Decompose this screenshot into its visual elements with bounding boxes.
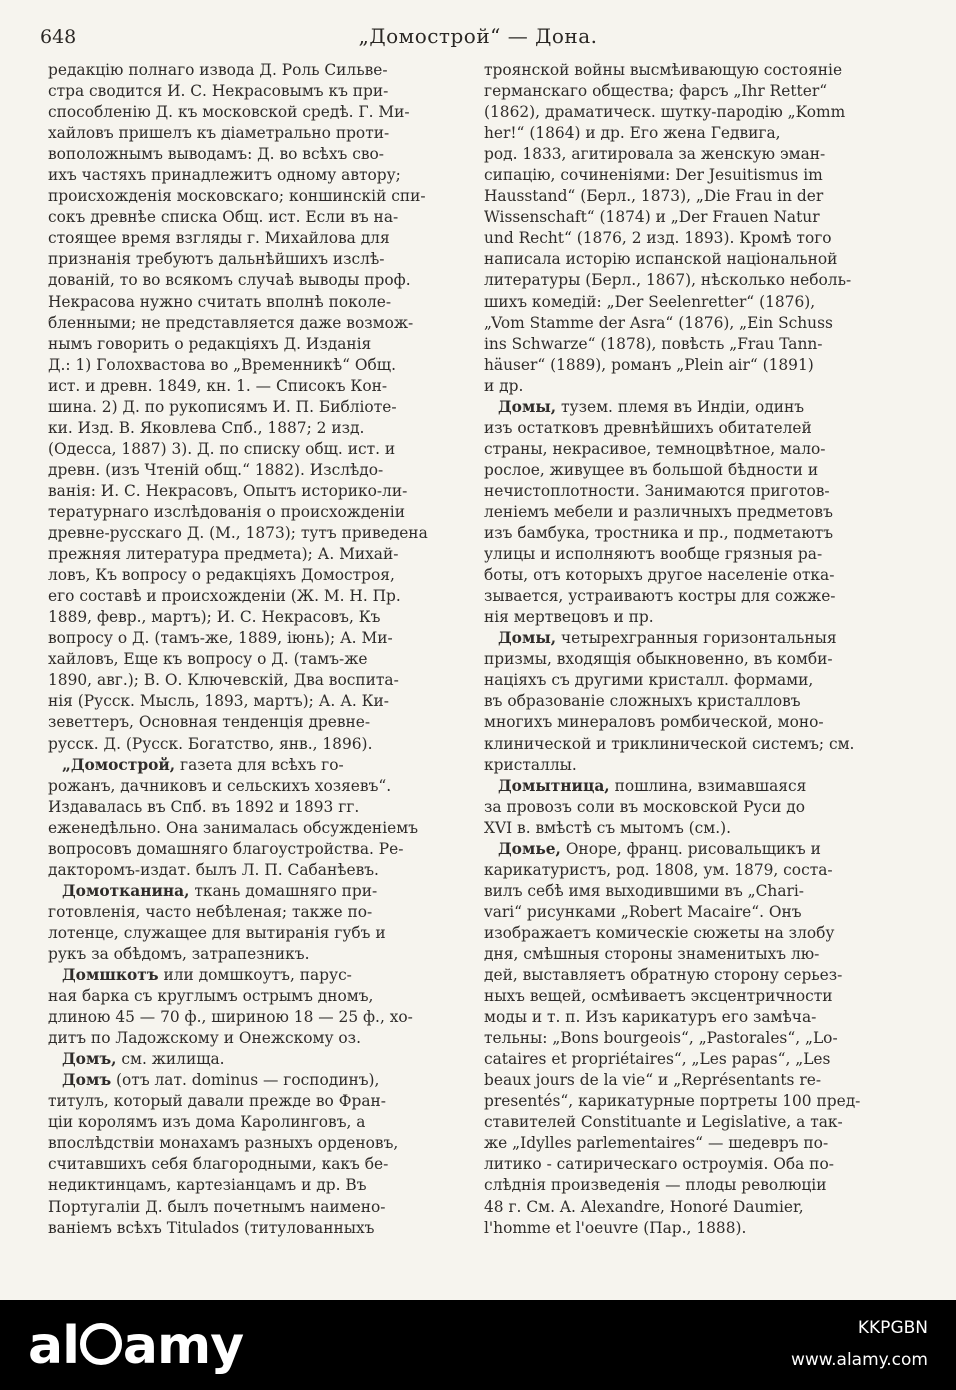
entry-headword: „Домострой,	[62, 755, 176, 774]
line-text: Оноре, франц. рисовальщикъ и	[560, 839, 821, 858]
text-line	[48, 1070, 472, 1091]
line-text: häuser“ (1889), романъ „Plein air“ (1891)	[484, 355, 814, 374]
line-text: же „Idylles parlementaires“ — шедевръ по-	[484, 1134, 829, 1153]
text-line	[48, 544, 472, 565]
line-text: Издавалась въ Спб. въ 1892 и 1893 гг.	[48, 797, 360, 816]
line-text: сокъ древнѣе списка Общ. ист. Если въ на-	[48, 208, 399, 227]
text-line	[484, 965, 914, 986]
line-text: ціи королямъ изъ дома Каролинговъ, а	[48, 1113, 366, 1132]
entry-headword: Домъ,	[62, 1050, 117, 1069]
text-line	[484, 1028, 914, 1049]
line-text: изображаетъ комическіе сюжеты на злобу	[484, 923, 835, 942]
text-line	[48, 712, 472, 733]
text-line	[484, 1197, 914, 1218]
line-text: моды и т. п. Изъ карикатуръ его замѣча-	[484, 1008, 817, 1027]
text-line	[484, 649, 914, 670]
line-text: написала исторію испанской національной	[484, 250, 838, 269]
line-text: рослое, живущее въ большой бѣдности и	[484, 460, 819, 479]
line-text: 48 г. См. A. Alexandre, Honoré Daumier,	[484, 1197, 804, 1216]
line-text: рожанъ, дачниковъ и сельскихъ хозяевъ“.	[48, 776, 392, 795]
line-text: ист. и древн. 1849, кн. 1. — Списокъ Кон-	[48, 376, 388, 395]
text-line	[484, 249, 914, 270]
text-line	[484, 1007, 914, 1028]
line-text: изъ бамбука, тростника и пр., подметаютъ	[484, 524, 834, 543]
line-text: рукъ за обѣдомъ, затрапезникъ.	[48, 944, 310, 963]
line-text: леніемъ мебели и различныхъ предметовъ	[484, 502, 833, 521]
text-line	[48, 270, 472, 291]
line-text: cataires et propriétaires“, „Les papas“, „Les	[484, 1050, 831, 1069]
right-text-column	[484, 60, 914, 1240]
line-text: недиктинцамъ, картезіанцамъ и др. Въ	[48, 1176, 367, 1195]
text-line	[48, 1175, 472, 1196]
text-line	[48, 102, 472, 123]
line-text: her!“ (1864) и др. Его жена Гедвига,	[484, 124, 781, 143]
text-line	[48, 1091, 472, 1112]
line-text: дакторомъ-издат. былъ Л. П. Сабанѣевъ.	[48, 860, 379, 879]
text-line	[48, 755, 472, 776]
text-line	[484, 839, 914, 860]
line-text: еженедѣльно. Она занималась обсужденіемъ	[48, 818, 418, 837]
text-line	[48, 607, 472, 628]
text-line	[484, 334, 914, 355]
text-line	[48, 649, 472, 670]
text-line	[48, 565, 472, 586]
line-text: литературы (Берл., 1867), нѣсколько неболь-	[484, 271, 852, 290]
text-line	[484, 1070, 914, 1091]
text-line	[48, 397, 472, 418]
text-line	[484, 1175, 914, 1196]
line-text: признанія требуютъ дальнѣйшихъ изслѣ-	[48, 250, 385, 269]
line-text: длиною 45 — 70 ф., шириною 18 — 25 ф., хо-	[48, 1008, 413, 1027]
text-line	[48, 1197, 472, 1218]
image-code: KKPGBN	[857, 1318, 928, 1338]
line-text: дитъ по Ладожскому и Онежскому оз.	[48, 1029, 361, 1048]
line-text: хайловъ, Еще къ вопросу о Д. (тамъ-же	[48, 650, 368, 669]
alamy-logo: al amy	[28, 1316, 244, 1376]
text-line	[484, 439, 914, 460]
line-text: впослѣдствіи монахамъ разныхъ орденовъ,	[48, 1134, 399, 1153]
entry-headword: Домотканина,	[62, 881, 190, 900]
line-text: считавшихъ себя благородными, какъ бе-	[48, 1155, 389, 1174]
line-text: германскаго общества; фарсъ „Ihr Retter“	[484, 82, 828, 101]
text-line	[484, 123, 914, 144]
text-line	[48, 292, 472, 313]
text-line	[48, 123, 472, 144]
line-text: l'homme et l'oeuvre (Пар., 1888).	[484, 1218, 747, 1237]
line-text: ныхъ вещей, осмѣиваетъ эксцентричности	[484, 987, 833, 1006]
text-line	[48, 1133, 472, 1154]
text-line	[48, 965, 472, 986]
line-text: XVI в. вмѣстѣ съ мытомъ (см.).	[484, 818, 732, 837]
text-line	[48, 1218, 472, 1239]
line-text: ловъ, Къ вопросу о редакціяхъ Домостроя,	[48, 566, 395, 585]
text-line	[484, 902, 914, 923]
line-text: вопросовъ домашняго благоустройства. Ре-	[48, 839, 404, 858]
text-line	[484, 228, 914, 249]
text-line	[48, 502, 472, 523]
line-text: ваніемъ всѣхъ Titulados (титулованныхъ	[48, 1218, 375, 1237]
text-line	[48, 776, 472, 797]
text-line	[48, 670, 472, 691]
text-line	[48, 1239, 472, 1240]
text-line	[48, 334, 472, 355]
line-text: (Одесса, 1887) 3). Д. по списку общ. ист. и	[48, 439, 396, 458]
text-line	[484, 1239, 914, 1240]
text-line	[484, 565, 914, 586]
text-line	[484, 797, 914, 818]
text-line	[48, 144, 472, 165]
line-text: Д.: 1) Голохвастова во „Временникѣ“ Общ.	[48, 355, 396, 374]
line-text: литико - сатирическаго остроумія. Оба по-	[484, 1155, 834, 1174]
line-text: (1862), драматическ. шутку-пародію „Komm	[484, 103, 846, 122]
text-line	[48, 628, 472, 649]
text-line	[484, 397, 914, 418]
line-text: тузем. племя въ Индіи, одинъ	[556, 397, 805, 416]
line-text: шина. 2) Д. по рукописямъ И. П. Библіоте-	[48, 397, 397, 416]
entry-headword: Домшкотъ	[62, 966, 159, 985]
text-line	[48, 313, 472, 334]
text-line	[48, 1112, 472, 1133]
text-line	[48, 986, 472, 1007]
entry-headword: Домы,	[498, 629, 557, 648]
text-line	[484, 1154, 914, 1175]
text-line	[484, 607, 914, 628]
text-line	[484, 670, 914, 691]
text-line	[48, 81, 472, 102]
text-line	[48, 1154, 472, 1175]
text-line	[48, 586, 472, 607]
line-text: 1889, февр., мартъ); И. С. Некрасовъ, Къ	[48, 608, 381, 627]
line-text: многихъ минераловъ ромбической, моно-	[484, 713, 824, 732]
text-line	[484, 165, 914, 186]
line-text: зывается, устраиваютъ костры для сожже-	[484, 587, 836, 606]
entry-headword: Домъ	[62, 1071, 112, 1090]
line-text: сипацію, сочиненіями: Der Jesuitismus im	[484, 166, 823, 185]
text-line	[484, 60, 914, 81]
line-text: зеветтеръ, Основная тенденція древне-	[48, 713, 371, 732]
page-header	[40, 20, 916, 54]
line-text: лотенце, служащее для вытиранія губъ и	[48, 923, 386, 942]
text-line	[484, 1112, 914, 1133]
line-text: готовленія, часто небѣленая; также по-	[48, 902, 373, 921]
line-text: способленію Д. къ московской средѣ. Г. Ми-	[48, 103, 410, 122]
line-text: редакцію полнаго извода Д. Роль Сильве-	[48, 61, 388, 79]
line-text: троянской войны высмѣивающую состояніе	[484, 61, 843, 79]
line-text: тельны: „Bons bourgeois“, „Pastorales“, „Lo-	[484, 1029, 838, 1048]
text-line	[48, 207, 472, 228]
line-text: призмы, входящія обыкновенно, въ комби-	[484, 650, 833, 669]
text-line	[484, 376, 914, 397]
text-line	[484, 628, 914, 649]
text-line	[484, 144, 914, 165]
line-text: воположнымъ выводамъ: Д. во всѣхъ сво-	[48, 145, 384, 164]
entry-headword: Домы,	[498, 397, 557, 416]
line-text: Португаліи Д. былъ почетнымъ наимено-	[48, 1197, 386, 1216]
line-text: древн. (изъ Чтеній общ.“ 1882). Изслѣдо-	[48, 460, 384, 479]
text-line	[484, 313, 914, 334]
line-text: дня, смѣшныя стороны знаменитыхъ лю-	[484, 944, 820, 963]
text-line	[48, 881, 472, 902]
text-line	[484, 755, 914, 776]
text-line	[48, 228, 472, 249]
stock-watermark-bar	[0, 1300, 956, 1390]
line-text: происхожденія московскаго; коншинскій спи-	[48, 187, 426, 206]
text-line	[48, 418, 472, 439]
entry-headword: Домытница,	[498, 776, 610, 795]
text-line	[48, 523, 472, 544]
text-line	[484, 270, 914, 291]
line-text: четырехгранныя горизонтальныя	[556, 629, 837, 648]
text-line	[48, 1007, 472, 1028]
line-text: ихъ частяхъ принадлежитъ одному автору;	[48, 166, 401, 185]
text-line	[48, 902, 472, 923]
line-text: Wissenschaft“ (1874) и „Der Frauen Natur	[484, 208, 820, 227]
text-line	[48, 355, 472, 376]
text-line	[484, 544, 914, 565]
line-text: газета для всѣхъ го-	[175, 755, 344, 774]
line-text: за провозъ соли въ московской Руси до	[484, 797, 805, 816]
line-text: см. жилища.	[116, 1050, 225, 1069]
line-text: Некрасова нужно считать вполнѣ поколе-	[48, 292, 392, 311]
text-line	[48, 860, 472, 881]
left-text-column	[48, 60, 472, 1240]
line-text: пошлина, взимавшаяся	[609, 776, 807, 795]
line-text: вилъ себѣ имя выходившими въ „Chari-	[484, 881, 804, 900]
line-text: род. 1833, агитировала за женскую эман-	[484, 145, 826, 164]
text-line	[484, 818, 914, 839]
line-text: ткань домашняго при-	[189, 881, 378, 900]
line-text: клинической и триклинической системъ; см.	[484, 734, 855, 753]
text-line	[48, 923, 472, 944]
line-text: древне-русскаго Д. (М., 1873); тутъ приведена	[48, 524, 428, 543]
text-line	[484, 481, 914, 502]
text-line	[48, 734, 472, 755]
text-line	[48, 797, 472, 818]
site-url: www.alamy.com	[790, 1350, 928, 1370]
text-line	[484, 418, 914, 439]
text-line	[484, 881, 914, 902]
line-text: beaux jours de la vie“ и „Représentants re-	[484, 1071, 822, 1090]
line-text: нечистоплотности. Занимаются приготов-	[484, 481, 830, 500]
line-text: vari“ рисунками „Robert Macaire“. Онъ	[484, 902, 802, 921]
line-text: бленными; не представляется даже возмож-	[48, 313, 414, 332]
line-text: стра сводится И. С. Некрасовымъ къ при-	[48, 82, 389, 101]
line-text: въ образованіе сложныхъ кристалловъ	[484, 692, 801, 711]
text-line	[484, 712, 914, 733]
text-line	[48, 60, 472, 81]
entry-headword: Домье,	[498, 839, 561, 858]
text-line	[48, 460, 472, 481]
text-line	[484, 923, 914, 944]
line-text: титулъ, который давали прежде во Фран-	[48, 1092, 386, 1111]
line-text: дей, выставляетъ обратную сторону серьез-	[484, 966, 843, 985]
line-text: карикатуристъ, род. 1808, ум. 1879, соста-	[484, 860, 833, 879]
line-text: Hausstand“ (Берл., 1873), „Die Frau in der	[484, 187, 824, 206]
text-line	[484, 355, 914, 376]
line-text: страны, некрасивое, темноцвѣтное, мало-	[484, 439, 826, 458]
text-line	[48, 186, 472, 207]
text-line	[48, 1049, 472, 1070]
text-line	[484, 81, 914, 102]
line-text: хайловъ пришелъ къ діаметрально проти-	[48, 124, 390, 143]
text-line	[484, 691, 914, 712]
line-text: und Recht“ (1876, 2 изд. 1893). Кромѣ того	[484, 229, 832, 248]
text-line	[484, 986, 914, 1007]
line-text: націяхъ съ другими кристалл. формами,	[484, 671, 814, 690]
running-title: „Домострой“ — Дона.	[358, 24, 598, 48]
line-text: вопросу о Д. (тамъ-же, 1889, іюнь); А. Ми-	[48, 629, 393, 648]
text-line	[484, 734, 914, 755]
line-text: слѣднія произведенія — плоды революціи	[484, 1176, 827, 1195]
text-line	[48, 839, 472, 860]
line-text: его составѣ и происхожденіи (Ж. М. Н. Пр.	[48, 587, 401, 606]
text-line	[484, 102, 914, 123]
line-text: ins Schwarze“ (1878), повѣсть „Frau Tann-	[484, 334, 823, 353]
line-text: ванія: И. С. Некрасовъ, Опытъ историко-ли-	[48, 481, 408, 500]
text-line	[48, 1028, 472, 1049]
line-text: тературнаго изслѣдованія о происхожденіи	[48, 502, 405, 521]
line-text: или домшкоутъ, парус-	[158, 966, 352, 985]
logo-ring-icon	[80, 1323, 122, 1365]
text-line	[484, 1091, 914, 1112]
text-line	[48, 376, 472, 397]
text-line	[484, 860, 914, 881]
text-line	[484, 292, 914, 313]
line-text: улицы и исполняютъ вообще грязныя ра-	[484, 545, 823, 564]
text-line	[484, 502, 914, 523]
line-text: дованій, то во всякомъ случаѣ выводы проф.	[48, 271, 411, 290]
line-text: нія мертвецовъ и пр.	[484, 608, 654, 627]
text-line	[484, 1218, 914, 1239]
text-line	[48, 818, 472, 839]
text-line	[484, 207, 914, 228]
line-text: ная барка съ круглымъ острымъ дномъ,	[48, 987, 374, 1006]
line-text: presentés“, карикатурные портреты 100 пред-	[484, 1092, 861, 1111]
line-text: ки. Изд. В. Яковлева Спб., 1887; 2 изд.	[48, 418, 365, 437]
line-text: русск. Д. (Русск. Богатство, янв., 1896).	[48, 734, 373, 753]
line-text: ставителей Constituante и Legislative, а так-	[484, 1113, 843, 1132]
text-line	[48, 165, 472, 186]
text-line	[48, 439, 472, 460]
line-text: (отъ лат. dominus — господинъ),	[111, 1071, 380, 1090]
page-number: 648	[40, 26, 77, 48]
text-line	[484, 586, 914, 607]
line-text: изъ остатковъ древнѣйшихъ обитателей	[484, 418, 812, 437]
line-text: нія (Русск. Мысль, 1893, мартъ); А. А. Ки-	[48, 692, 389, 711]
line-text: стоящее время взгляды г. Михайлова для	[48, 229, 390, 248]
text-line	[484, 944, 914, 965]
text-line	[484, 460, 914, 481]
text-line	[484, 186, 914, 207]
text-line	[484, 1049, 914, 1070]
text-line	[484, 776, 914, 797]
line-text: нымъ говорить о редакціяхъ Д. Изданія	[48, 334, 372, 353]
line-text: кристаллы.	[484, 755, 577, 774]
text-line	[484, 523, 914, 544]
text-line	[48, 481, 472, 502]
text-line	[48, 249, 472, 270]
text-line	[48, 691, 472, 712]
line-text: „Vom Stamme der Asra“ (1876), „Ein Schuss	[484, 313, 833, 332]
line-text: 1890, авг.); В. О. Ключевскій, Два воспита-	[48, 671, 399, 690]
line-text: и др.	[484, 376, 524, 395]
line-text: прежняя литература предмета); А. Михай-	[48, 545, 399, 564]
line-text: боты, отъ которыхъ другое населеніе отка-	[484, 566, 835, 585]
line-text: шихъ комедій: „Der Seelenretter“ (1876),	[484, 292, 816, 311]
text-line	[484, 1133, 914, 1154]
text-line	[48, 944, 472, 965]
